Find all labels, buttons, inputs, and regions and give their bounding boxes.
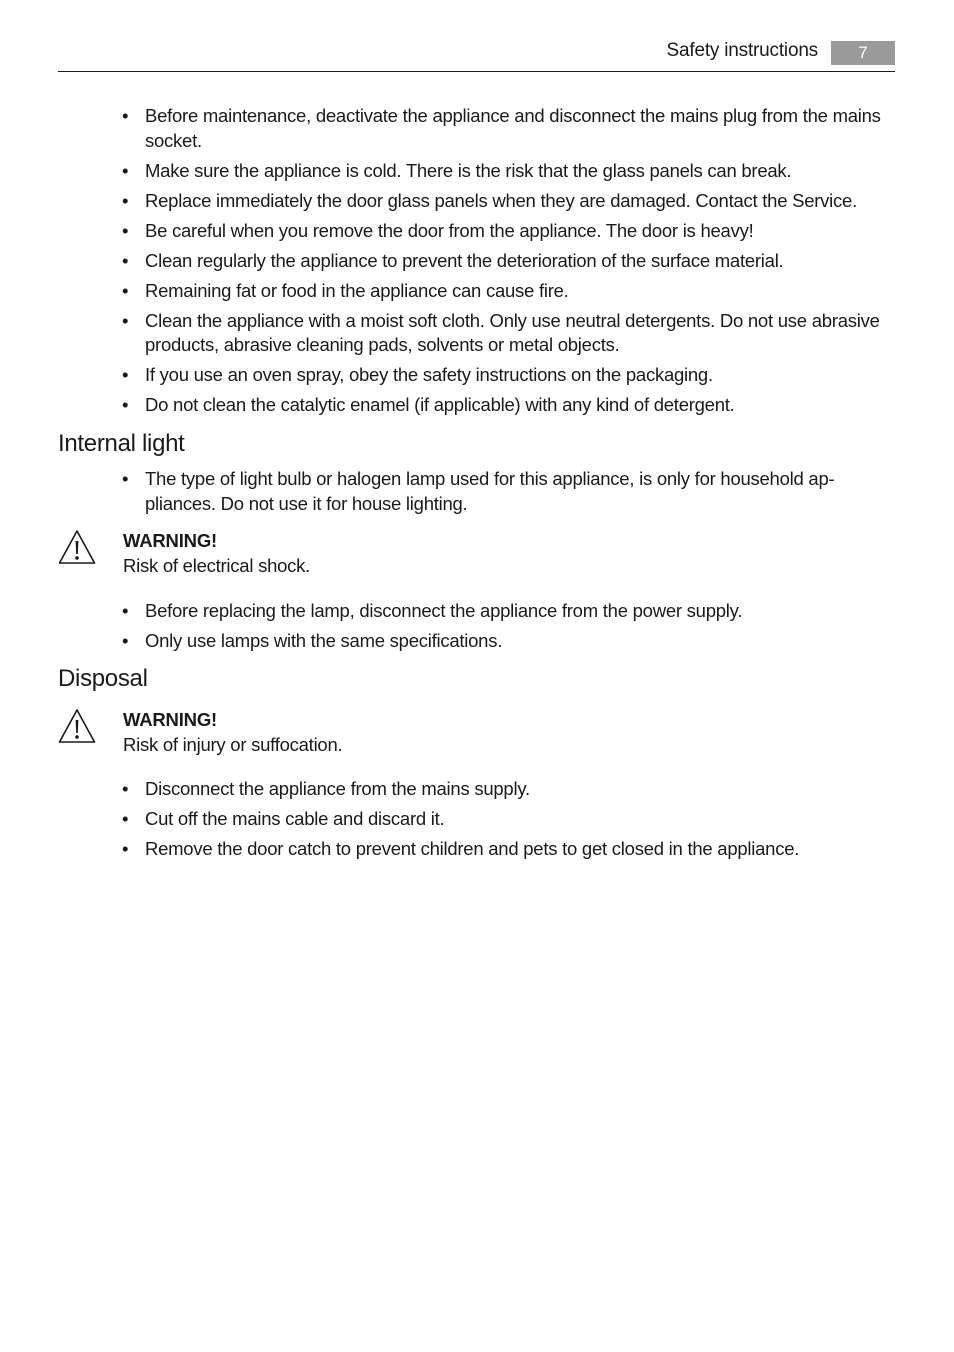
warning-suffocation: [58, 708, 858, 764]
list-item: • Do not clean the catalytic enamel (if applicable) with any kind of detergent.: [122, 393, 892, 418]
warning-label: WARNING!: [123, 709, 217, 730]
warning-label: WARNING!: [123, 530, 217, 551]
cleaning-list: [122, 104, 892, 423]
list-item: • Clean regularly the appliance to prevent the deterioration of the surface material.: [122, 249, 892, 274]
list-item: • Before maintenance, deactivate the appliance and disconnect the mains plug from the mains socket.: [122, 104, 892, 153]
warning-text: Risk of injury or suffocation.: [123, 734, 343, 755]
page-header: [58, 38, 895, 72]
list-item: • The type of light bulb or halogen lamp used for this appliance, is only for household ap-pliances. Do not use it for house lighting.: [122, 467, 892, 516]
warning-text: Risk of electrical shock.: [123, 555, 311, 576]
warning-electrical: [58, 529, 858, 585]
page-number: 7: [831, 41, 895, 65]
list-item: • Replace immediately the door glass panels when they are damaged. Contact the Service.: [122, 189, 892, 214]
list-item: • Before replacing the lamp, disconnect the appliance from the power supply.: [122, 599, 892, 624]
internal-light-intro-list: [122, 467, 892, 522]
list-item: • Remaining fat or food in the appliance can cause fire.: [122, 279, 892, 304]
section-title-disposal: Disposal: [58, 665, 148, 692]
header-title: Safety instructions: [666, 40, 818, 61]
list-item: • Remove the door catch to prevent children and pets to get closed in the appliance.: [122, 837, 892, 862]
list-item: • Disconnect the appliance from the mains supply.: [122, 777, 892, 802]
warning-triangle-icon: [58, 529, 96, 565]
list-item: • If you use an oven spray, obey the safety instructions on the packaging.: [122, 363, 892, 388]
list-item: • Clean the appliance with a moist soft cloth. Only use neutral detergents. Do not use abrasive products, abrasive cleaning pads, solvents or metal objects.: [122, 309, 892, 358]
section-title-internal-light: Internal light: [58, 430, 185, 457]
list-item: • Only use lamps with the same specifications.: [122, 629, 892, 654]
internal-light-list: [122, 599, 892, 659]
list-item: • Cut off the mains cable and discard it.: [122, 807, 892, 832]
warning-triangle-icon: [58, 708, 96, 744]
list-item: • Be careful when you remove the door from the appliance. The door is heavy!: [122, 219, 892, 244]
disposal-list: [122, 777, 892, 867]
list-item: • Make sure the appliance is cold. There is the risk that the glass panels can break.: [122, 159, 892, 184]
